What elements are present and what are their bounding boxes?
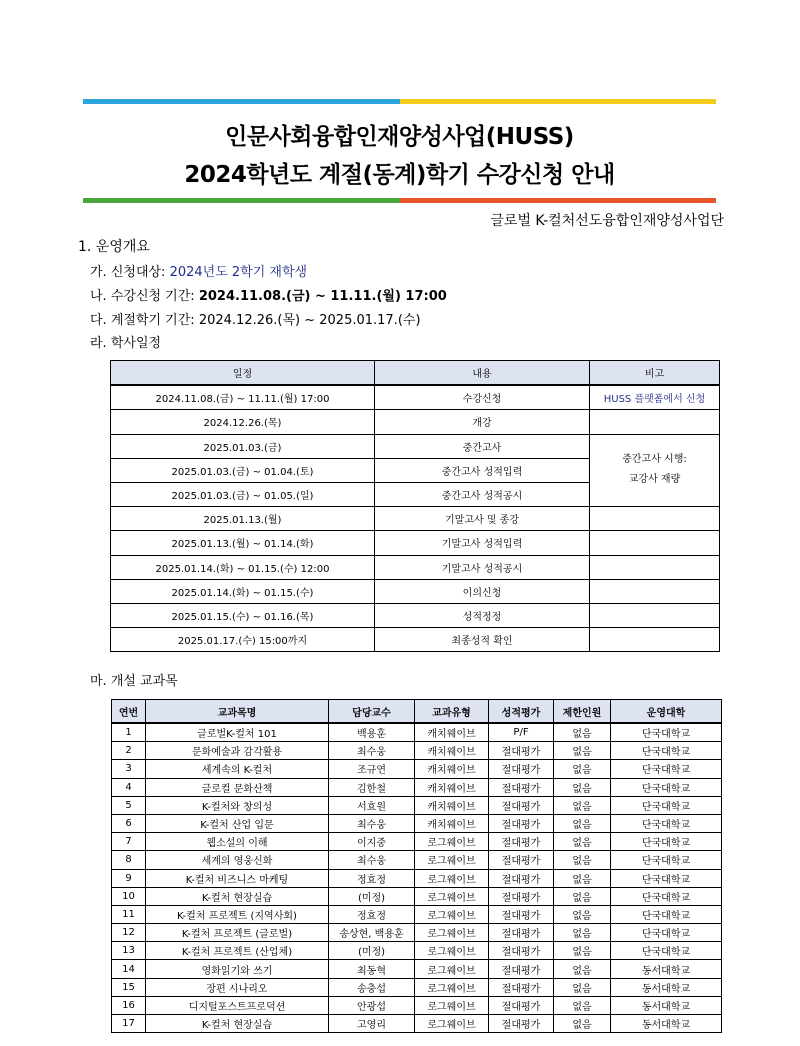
- course-type: 로그웨이브: [415, 905, 489, 923]
- course-no: 1: [112, 723, 146, 742]
- course-no: 7: [112, 833, 146, 851]
- table-row: [112, 978, 722, 996]
- table-row: [112, 796, 722, 814]
- course-type: 캐치웨이브: [415, 742, 489, 760]
- course-no: 6: [112, 814, 146, 832]
- schedule-content: 성적정정: [375, 603, 590, 627]
- term-value: 2024.12.26.(목) ~ 2025.01.17.(수): [198, 313, 421, 328]
- table-row: [112, 942, 722, 960]
- course-professor: 안광섭: [329, 996, 415, 1014]
- schedule-note: [590, 507, 720, 531]
- course-limit: 없음: [554, 978, 611, 996]
- schedule-date: 2024.11.08.(금) ~ 11.11.(월) 17:00: [111, 385, 375, 410]
- course-professor: 김한철: [329, 778, 415, 796]
- courses-header-no: 연번: [112, 700, 146, 724]
- course-type: 로그웨이브: [415, 887, 489, 905]
- course-grading: 절대평가: [489, 978, 554, 996]
- course-type: 로그웨이브: [415, 942, 489, 960]
- schedule-note: [590, 603, 720, 627]
- table-row: [111, 531, 720, 555]
- table-row: [112, 1015, 722, 1033]
- schedule-content: 이의신청: [375, 579, 590, 603]
- course-no: 3: [112, 760, 146, 778]
- table-row: [112, 905, 722, 923]
- course-professor: 정효정: [329, 905, 415, 923]
- schedule-date: 2025.01.03.(금) ~ 01.04.(토): [111, 458, 375, 482]
- course-professor: 최수웅: [329, 742, 415, 760]
- course-name: K-컬처 산업 입문: [146, 814, 329, 832]
- table-row: [112, 869, 722, 887]
- target-line: [90, 261, 307, 280]
- course-type: 로그웨이브: [415, 924, 489, 942]
- course-limit: 없음: [554, 869, 611, 887]
- schedule-header-date: 일정: [111, 361, 375, 386]
- course-professor: 백용훈: [329, 723, 415, 742]
- course-professor: 조규연: [329, 760, 415, 778]
- course-no: 9: [112, 869, 146, 887]
- schedule-heading: 라. 학사일정: [90, 336, 162, 351]
- schedule-note: [590, 410, 720, 434]
- schedule-note: [590, 555, 720, 579]
- course-grading: P/F: [489, 723, 554, 742]
- registration-line: [90, 285, 447, 304]
- course-university: 단국대학교: [611, 723, 722, 742]
- schedule-date: 2025.01.13.(월) ~ 01.14.(화): [111, 531, 375, 555]
- table-row: [112, 723, 722, 742]
- course-grading: 절대평가: [489, 851, 554, 869]
- course-limit: 없음: [554, 924, 611, 942]
- page-title-line2: 2024학년도 계절(동계)학기 수강신청 안내: [184, 162, 615, 188]
- course-university: 단국대학교: [611, 924, 722, 942]
- course-type: 로그웨이브: [415, 960, 489, 978]
- course-professor: 최수웅: [329, 851, 415, 869]
- courses-header-row: [112, 700, 722, 724]
- schedule-content: 중간고사: [375, 434, 590, 458]
- course-name: 세계속의 K-컬처: [146, 760, 329, 778]
- course-grading: 절대평가: [489, 1015, 554, 1033]
- course-grading: 절대평가: [489, 814, 554, 832]
- schedule-content: 개강: [375, 410, 590, 434]
- courses-header-limit: 제한인원: [554, 700, 611, 724]
- courses-heading: 마. 개설 교과목: [90, 674, 178, 689]
- course-type: 캐치웨이브: [415, 723, 489, 742]
- course-university: 동서대학교: [611, 960, 722, 978]
- schedule-date: 2025.01.15.(수) ~ 01.16.(목): [111, 603, 375, 627]
- schedule-content: 기말고사 성적공시: [375, 555, 590, 579]
- course-grading: 절대평가: [489, 796, 554, 814]
- course-grading: 절대평가: [489, 942, 554, 960]
- top-bar-yellow: [400, 99, 716, 104]
- course-name: K-컬처 현장실습: [146, 887, 329, 905]
- schedule-date: 2025.01.03.(금): [111, 434, 375, 458]
- course-grading: 절대평가: [489, 905, 554, 923]
- schedule-note: [590, 531, 720, 555]
- course-limit: 없음: [554, 1015, 611, 1033]
- course-type: 캐치웨이브: [415, 796, 489, 814]
- term-line: [90, 309, 421, 328]
- course-no: 15: [112, 978, 146, 996]
- course-no: 17: [112, 1015, 146, 1033]
- course-type: 로그웨이브: [415, 869, 489, 887]
- schedule-content: 최종성적 확인: [375, 628, 590, 652]
- schedule-header-note: 비고: [590, 361, 720, 386]
- schedule-date: 2025.01.03.(금) ~ 01.05.(일): [111, 482, 375, 506]
- course-name: K-컬처와 창의성: [146, 796, 329, 814]
- schedule-header-content: 내용: [375, 361, 590, 386]
- courses-header-professor: 담당교수: [329, 700, 415, 724]
- table-row: [111, 603, 720, 627]
- table-row: [111, 410, 720, 434]
- course-name: 웹소설의 이해: [146, 833, 329, 851]
- course-name: K-컬처 프로젝트 (산업체): [146, 942, 329, 960]
- table-row: [112, 778, 722, 796]
- term-label: 다. 계절학기 기간:: [90, 313, 199, 328]
- course-university: 동서대학교: [611, 1015, 722, 1033]
- course-no: 8: [112, 851, 146, 869]
- course-no: 16: [112, 996, 146, 1014]
- course-name: 영화읽기와 쓰기: [146, 960, 329, 978]
- course-name: 디지털포스트프로덕션: [146, 996, 329, 1014]
- schedule-date: 2024.12.26.(목): [111, 410, 375, 434]
- course-name: 글로벌K-컬처 101: [146, 723, 329, 742]
- course-no: 10: [112, 887, 146, 905]
- course-professor: 고영리: [329, 1015, 415, 1033]
- schedule-note-midterm: 중간고사 시행: 교강사 재량: [590, 434, 720, 507]
- table-row: [111, 579, 720, 603]
- course-type: 캐치웨이브: [415, 778, 489, 796]
- course-name: 글로컬 문화산책: [146, 778, 329, 796]
- courses-header-grading: 성적평가: [489, 700, 554, 724]
- course-type: 캐치웨이브: [415, 760, 489, 778]
- course-university: 단국대학교: [611, 887, 722, 905]
- course-limit: 없음: [554, 851, 611, 869]
- course-university: 단국대학교: [611, 851, 722, 869]
- schedule-date: 2025.01.17.(수) 15:00까지: [111, 628, 375, 652]
- schedule-content: 기말고사 성적입력: [375, 531, 590, 555]
- course-type: 로그웨이브: [415, 833, 489, 851]
- table-row: [112, 814, 722, 832]
- table-row: [112, 887, 722, 905]
- course-limit: 없음: [554, 833, 611, 851]
- course-professor: 송상현, 백용훈: [329, 924, 415, 942]
- table-row: [112, 960, 722, 978]
- course-name: 세계의 영웅신화: [146, 851, 329, 869]
- course-limit: 없음: [554, 996, 611, 1014]
- course-no: 12: [112, 924, 146, 942]
- course-professor: 이지중: [329, 833, 415, 851]
- courses-header-type: 교과유형: [415, 700, 489, 724]
- course-no: 13: [112, 942, 146, 960]
- schedule-note: HUSS 플랫폼에서 신청: [590, 385, 720, 410]
- course-grading: 절대평가: [489, 742, 554, 760]
- schedule-content: 중간고사 성적입력: [375, 458, 590, 482]
- course-limit: 없음: [554, 942, 611, 960]
- table-row: [111, 555, 720, 579]
- course-name: 장편 시나리오: [146, 978, 329, 996]
- course-type: 캐치웨이브: [415, 814, 489, 832]
- course-name: K-컬처 프로젝트 (지역사회): [146, 905, 329, 923]
- course-university: 단국대학교: [611, 905, 722, 923]
- schedule-note: [590, 628, 720, 652]
- course-limit: 없음: [554, 905, 611, 923]
- table-row: [111, 434, 720, 458]
- course-professor: 최수웅: [329, 814, 415, 832]
- table-row: [112, 851, 722, 869]
- course-grading: 절대평가: [489, 760, 554, 778]
- course-grading: 절대평가: [489, 778, 554, 796]
- course-university: 동서대학교: [611, 996, 722, 1014]
- table-row: [112, 760, 722, 778]
- course-no: 2: [112, 742, 146, 760]
- course-grading: 절대평가: [489, 996, 554, 1014]
- table-row: [111, 507, 720, 531]
- schedule-date: 2025.01.14.(화) ~ 01.15.(수) 12:00: [111, 555, 375, 579]
- course-no: 11: [112, 905, 146, 923]
- table-row: [112, 833, 722, 851]
- course-type: 로그웨이브: [415, 1015, 489, 1033]
- course-professor: 송충섭: [329, 978, 415, 996]
- course-name: 문화예술과 감각활용: [146, 742, 329, 760]
- course-limit: 없음: [554, 760, 611, 778]
- course-professor: 서효원: [329, 796, 415, 814]
- registration-label: 나. 수강신청 기간:: [90, 289, 199, 304]
- course-name: K-컬처 비즈니스 마케팅: [146, 869, 329, 887]
- target-value: 2024년도 2학기 재학생: [169, 265, 308, 280]
- course-university: 동서대학교: [611, 978, 722, 996]
- course-grading: 절대평가: [489, 869, 554, 887]
- course-name: K-컬처 프로젝트 (글로벌): [146, 924, 329, 942]
- course-professor: 최동혁: [329, 960, 415, 978]
- course-university: 단국대학교: [611, 869, 722, 887]
- organization-name: 글로벌 K-컬처선도융합인재양성사업단: [490, 213, 724, 229]
- courses-table: [111, 699, 722, 1033]
- course-no: 4: [112, 778, 146, 796]
- table-row: [112, 996, 722, 1014]
- schedule-content: 수강신청: [375, 385, 590, 410]
- table-row: [111, 628, 720, 652]
- course-grading: 절대평가: [489, 924, 554, 942]
- course-university: 단국대학교: [611, 814, 722, 832]
- courses-header-name: 교과목명: [146, 700, 329, 724]
- course-grading: 절대평가: [489, 887, 554, 905]
- course-type: 로그웨이브: [415, 978, 489, 996]
- course-university: 단국대학교: [611, 742, 722, 760]
- section-heading: 1. 운영개요: [78, 239, 150, 255]
- course-limit: 없음: [554, 887, 611, 905]
- schedule-note: [590, 579, 720, 603]
- course-limit: 없음: [554, 742, 611, 760]
- schedule-date: 2025.01.14.(화) ~ 01.15.(수): [111, 579, 375, 603]
- schedule-table: [110, 360, 720, 652]
- course-limit: 없음: [554, 814, 611, 832]
- courses-body: [112, 723, 722, 1033]
- page-title-line1: 인문사회융합인재양성사업(HUSS): [225, 124, 574, 150]
- schedule-content: 기말고사 및 종강: [375, 507, 590, 531]
- course-professor: (미정): [329, 942, 415, 960]
- course-limit: 없음: [554, 796, 611, 814]
- table-row: [112, 742, 722, 760]
- schedule-content: 중간고사 성적공시: [375, 482, 590, 506]
- course-university: 단국대학교: [611, 942, 722, 960]
- course-university: 단국대학교: [611, 833, 722, 851]
- course-limit: 없음: [554, 778, 611, 796]
- schedule-header-row: [111, 361, 720, 386]
- course-university: 단국대학교: [611, 778, 722, 796]
- courses-header-university: 운영대학: [611, 700, 722, 724]
- table-row: [111, 385, 720, 410]
- course-name: K-컬처 현장실습: [146, 1015, 329, 1033]
- course-university: 단국대학교: [611, 760, 722, 778]
- course-type: 로그웨이브: [415, 996, 489, 1014]
- course-grading: 절대평가: [489, 833, 554, 851]
- course-professor: (미정): [329, 887, 415, 905]
- course-limit: 없음: [554, 960, 611, 978]
- registration-value: 2024.11.08.(금) ~ 11.11.(월) 17:00: [198, 289, 447, 304]
- course-no: 5: [112, 796, 146, 814]
- course-type: 로그웨이브: [415, 851, 489, 869]
- course-grading: 절대평가: [489, 960, 554, 978]
- course-limit: 없음: [554, 723, 611, 742]
- target-label: 가. 신청대상:: [90, 265, 170, 280]
- table-row: [112, 924, 722, 942]
- bottom-bar-orange: [400, 198, 716, 203]
- course-professor: 정효정: [329, 869, 415, 887]
- course-no: 14: [112, 960, 146, 978]
- top-bar-blue: [83, 99, 400, 104]
- schedule-date: 2025.01.13.(월): [111, 507, 375, 531]
- course-university: 단국대학교: [611, 796, 722, 814]
- bottom-bar-green: [83, 198, 400, 203]
